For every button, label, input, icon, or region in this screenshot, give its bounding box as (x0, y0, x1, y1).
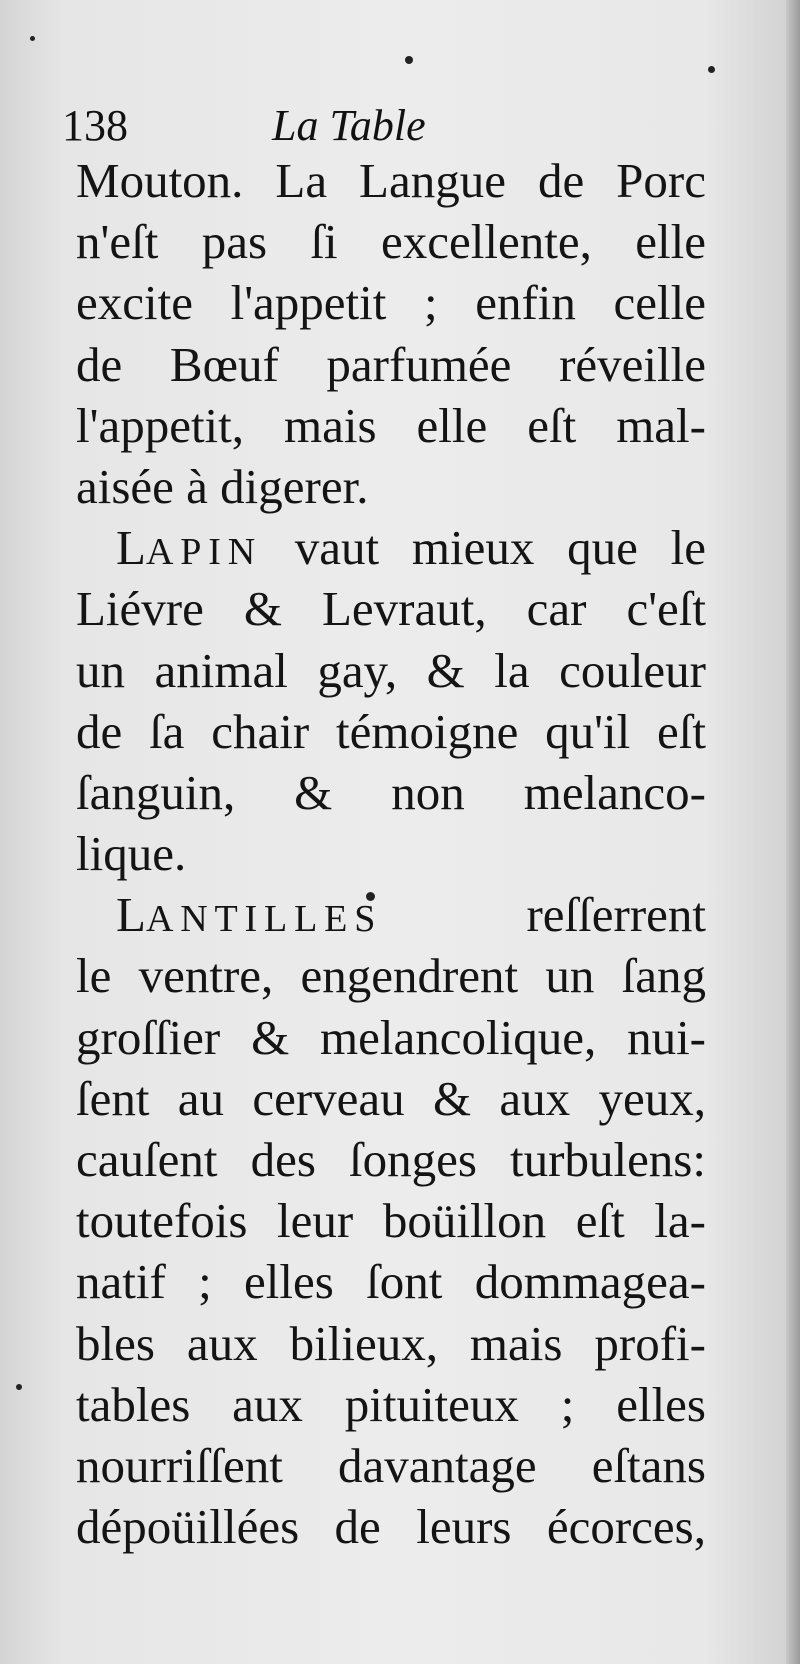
running-title: La Table (272, 101, 426, 150)
page-number: 138 (62, 101, 128, 150)
entry-heading-smallcaps: ANTILLES (145, 898, 383, 941)
text-line: tables aux pituiteux ; elles (76, 1376, 706, 1432)
text-line: nourriſſent davantage eſtans (76, 1437, 706, 1493)
text-line: bles aux bilieux, mais profi- (76, 1315, 706, 1371)
text-line: l'appetit, mais elle eſt mal- (76, 397, 706, 453)
text-line: Liévre & Levraut, car c'eſt (76, 581, 706, 637)
text-line: un animal gay, & la couleur (76, 642, 706, 698)
text-line: de Bœuf parfumée réveille (76, 336, 706, 392)
text-line: cauſent des ſonges turbulens: (76, 1132, 706, 1187)
entry-heading-line (76, 517, 706, 578)
ink-speck (405, 56, 413, 64)
ink-speck (16, 1384, 22, 1390)
drop-capital: L (116, 887, 146, 943)
text-line: groſſier & melancolique, nui- (76, 1009, 706, 1065)
entry-heading-line (76, 884, 706, 945)
ink-speck (708, 66, 715, 73)
text-fragment: vaut mieux que le (261, 520, 706, 576)
entry-heading-smallcaps: APIN (145, 531, 262, 574)
text-line: lique. (76, 826, 187, 882)
text-line: n'eſt pas ſi excellente, elle (76, 214, 706, 270)
text-line: Mouton. La Langue de Porc (76, 153, 706, 208)
text-line: de ſa chair témoigne qu'il eſt (76, 703, 706, 759)
text-line: dépoüillées de leurs écorces, (76, 1499, 706, 1555)
text-line: toutefois leur boüillon eſt la- (76, 1193, 706, 1249)
drop-capital: L (116, 520, 146, 576)
text-line: le ventre, engendrent un ſang (76, 948, 706, 1004)
text-line: ſanguin, & non melanco- (76, 764, 706, 820)
text-line: natif ; elles ſont dommagea- (76, 1254, 706, 1310)
text-line: aisée à digerer. (76, 458, 369, 514)
text-fragment: reſſerrent (382, 887, 706, 943)
text-line: ſent au cerveau & aux yeux, (76, 1070, 706, 1126)
body-text (76, 150, 706, 1557)
text-line: excite l'appetit ; enfin celle (76, 275, 706, 331)
page-edge-shadow (786, 0, 800, 1664)
ink-speck (30, 36, 35, 41)
